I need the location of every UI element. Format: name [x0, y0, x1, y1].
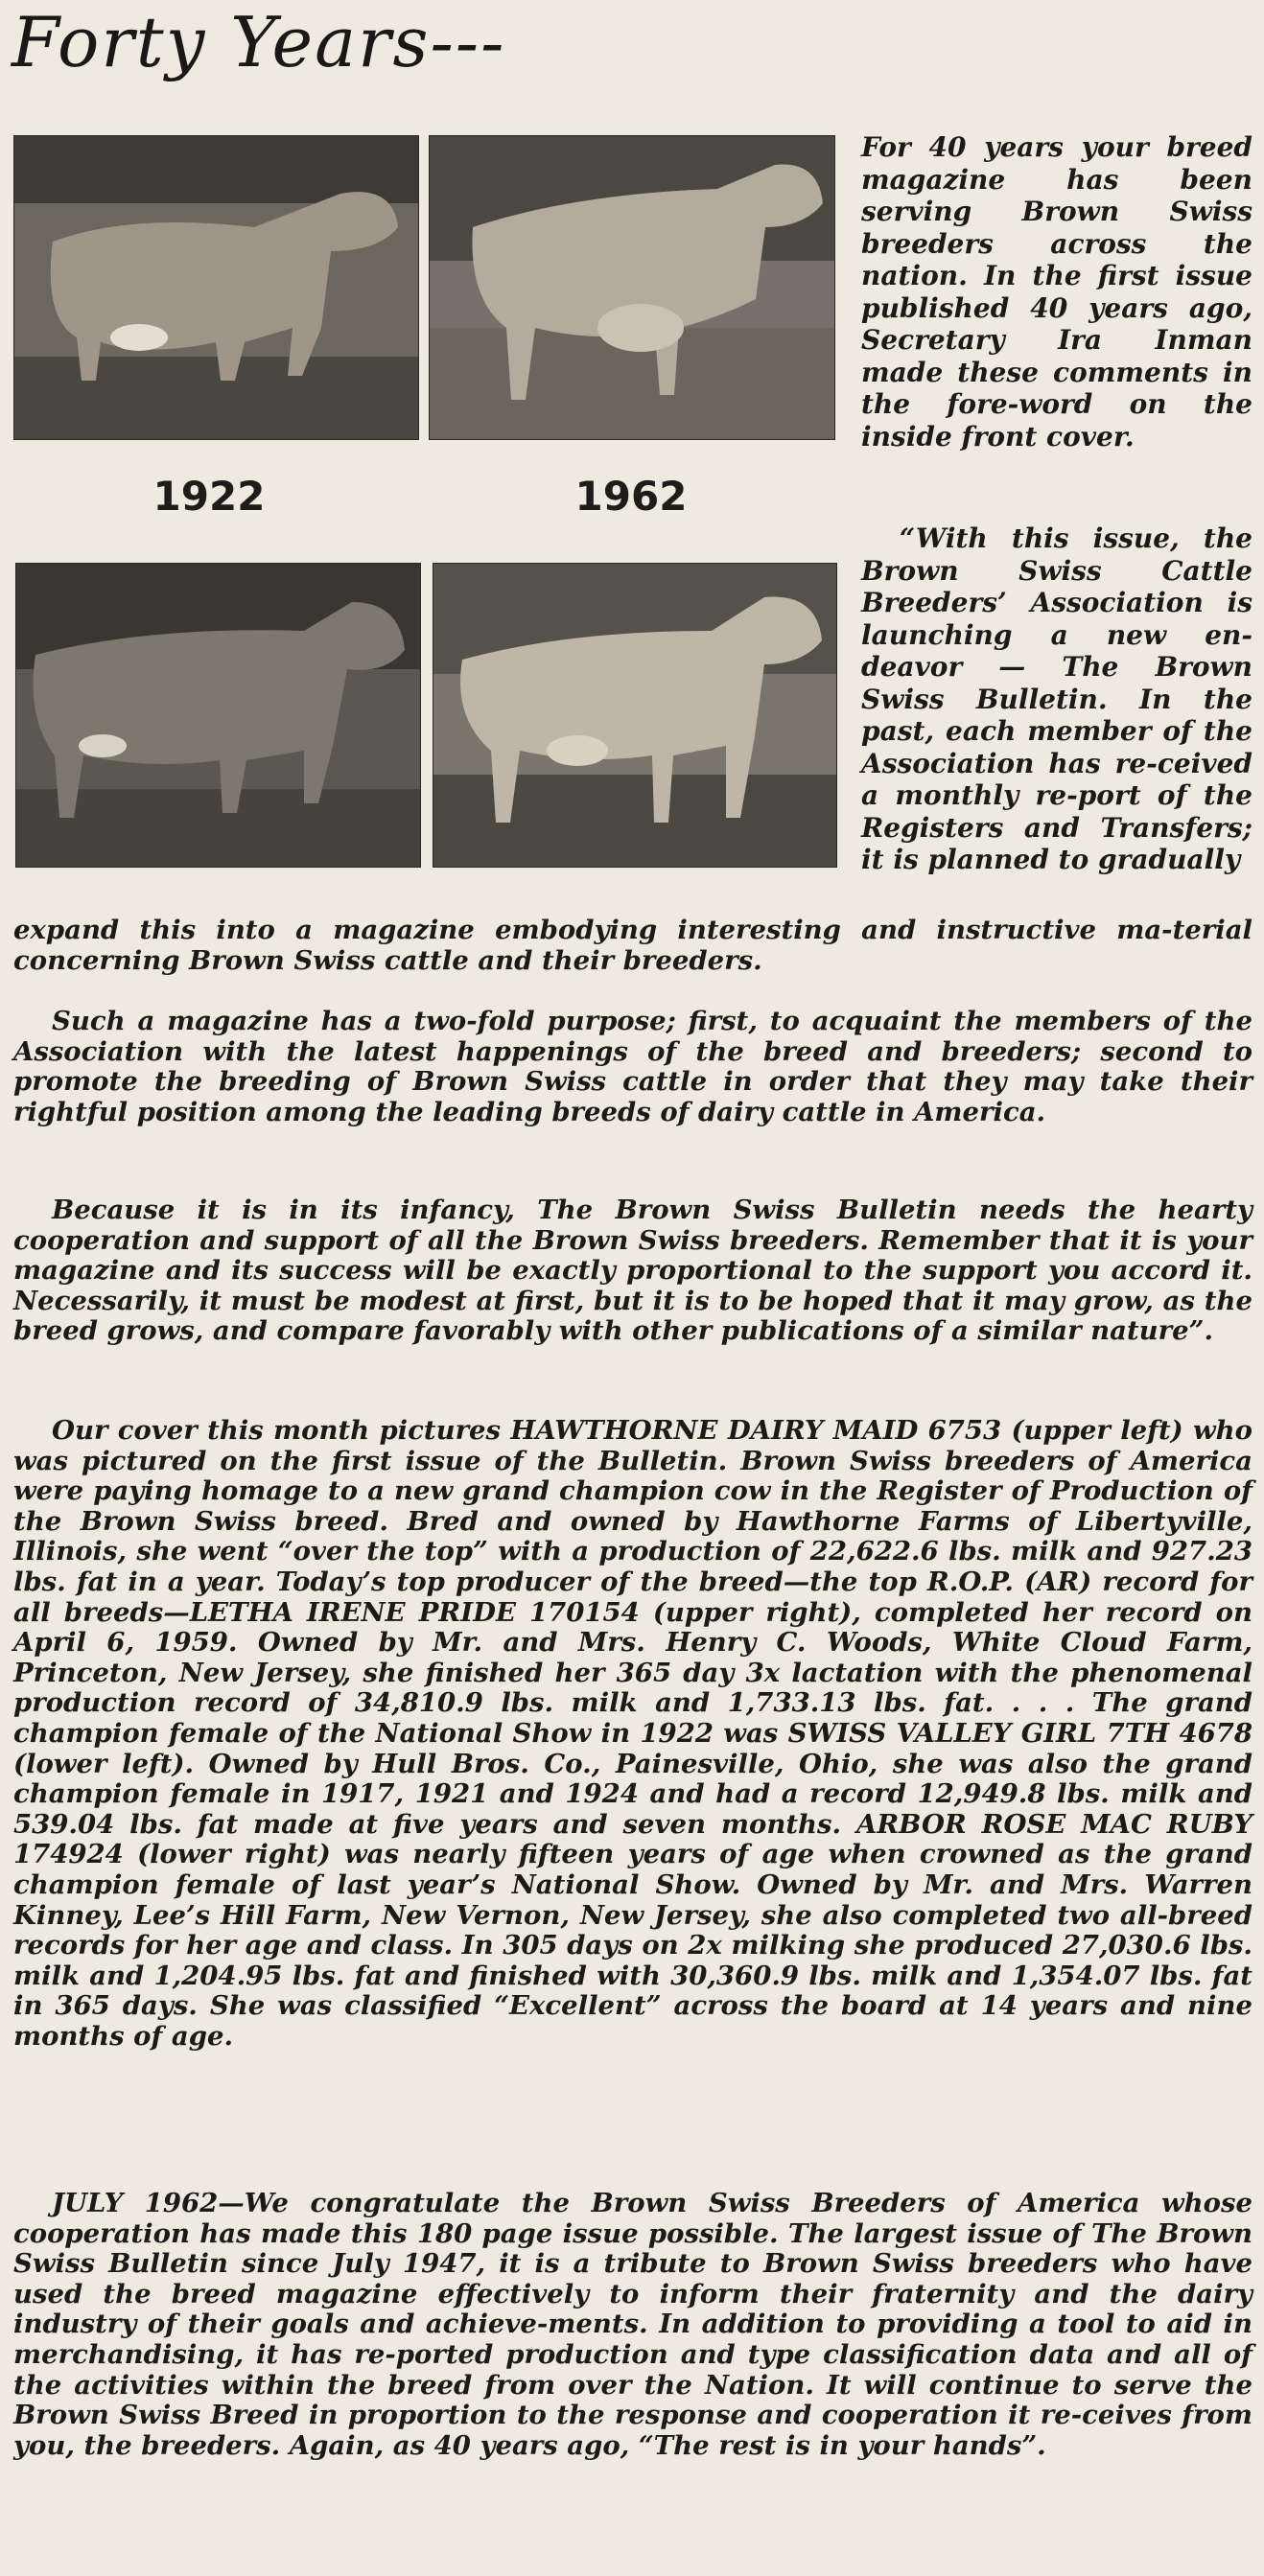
paragraph-purpose: Such a magazine has a two-fold purpose; first, to acquaint the members of the Association with the latest happenings of the breed and breeders; second to promote the breeding of Brown Swiss cattle in order that they may take their rightful position among the leading breeds of dairy cattle in America. — [13, 1006, 1252, 1127]
photo-swiss-valley-girl — [15, 563, 421, 868]
quote-continued: expand this into a magazine embodying interesting and instructive ma-terial concerning Brown Swiss cattle and their breeders. — [13, 915, 1252, 976]
year-label-1922: 1922 — [152, 473, 266, 520]
paragraph-july-1962: JULY 1962—We congratulate the Brown Swiss Breeders of America whose cooperation has made this 180 page issue possible. The largest issue of The Brown Swiss Bulletin since July 1947, it is a tribute to Brown Swiss breeders who have used the breed magazine effectively to inform their fraternity and the dairy industry of their goals and achieve-ments. In addition to providing a tool to aid in merchandising, it has re-ported production and type classification data and all of the activities within the breed from over the Nation. It will continue to serve the Brown Swiss Breed in proportion to the response and cooperation it re-ceives from you, the breeders. Again, as 40 years ago, “The rest is in your hands”. — [13, 2188, 1252, 2461]
photo-letha-irene-pride — [429, 135, 835, 440]
photo-hawthorne-dairy-maid — [13, 135, 419, 440]
page-title: Forty Years--- — [12, 2, 506, 82]
paragraph-cover: Our cover this month pictures HAWTHORNE DAIRY MAID 6753 (upper left) who was pictured on the first issue of the Bulletin. Brown Swiss breeders of America were paying homage to a new grand champion cow in the Register of Production of the Brown Swiss breed. Bred and owned by Hawthorne Farms of Libertyville, Illinois, she went “over the top” with a production of 22,622.6 lbs. milk and 927.23 lbs. fat in a year. Today’s top producer of the breed—the top R.O.P. (AR) record for all breeds—LETHA IRENE PRIDE 170154 (upper right), completed her record on April 6, 1959. Owned by Mr. and Mrs. Henry C. Woods, White Cloud Farm, Princeton, New Jersey, she finished her 365 day 3x lactation with the phenomenal production record of 34,810.9 lbs. milk and 1,733.13 lbs. fat. . . . The grand champion female of the National Show in 1922 was SWISS VALLEY GIRL 7TH 4678 (lower left). Owned by Hull Bros. Co., Painesville, Ohio, she was also the grand champion female in 1917, 1921 and 1924 and had a record 12,949.8 lbs. milk and 539.04 lbs. fat made at five years and seven months. ARBOR ROSE MAC RUBY 174924 (lower right) was nearly fifteen years of age when crowned as the grand champion female of last year’s National Show. Owned by Mr. and Mrs. Warren Kinney, Lee’s Hill Farm, New Vernon, New Jersey, she also completed two all-breed records for her age and class. In 305 days on 2x milking she produced 27,030.6 lbs. milk and 1,204.95 lbs. fat and finished with 30,360.9 lbs. milk and 1,354.07 lbs. fat in 365 days. She was classified “Excellent” across the board at 14 years and nine months of age. — [13, 1415, 1252, 2052]
photo-arbor-rose-mac-ruby — [433, 563, 837, 868]
intro-paragraph: For 40 years your breed magazine has been serving Brown Swiss breeders across the nation. In the first issue published 40 years ago, Secretary Ira Inman made these comments in the fore-word on the inside front cover. — [861, 131, 1252, 453]
paragraph-infancy: Because it is in its infancy, The Brown Swiss Bulletin needs the hearty cooperation and support of all the Brown Swiss breeders. Remember that it is your magazine and its success will be exactly proportional to the support you accord it. Necessarily, it must be modest at first, but it is to be hoped that it may grow, as the breed grows, and compare favorably with other publications of a similar nature”. — [13, 1195, 1252, 1347]
quote-opening: “With this issue, the Brown Swiss Cattle Breeders’ Association is launching a new en-deavor — The Brown Swiss Bulletin. In the past, each member of the Association has re-ceived a monthly re-port of the Registers and Transfers; it is planned to gradually — [861, 522, 1252, 875]
year-label-1962: 1962 — [574, 473, 688, 520]
